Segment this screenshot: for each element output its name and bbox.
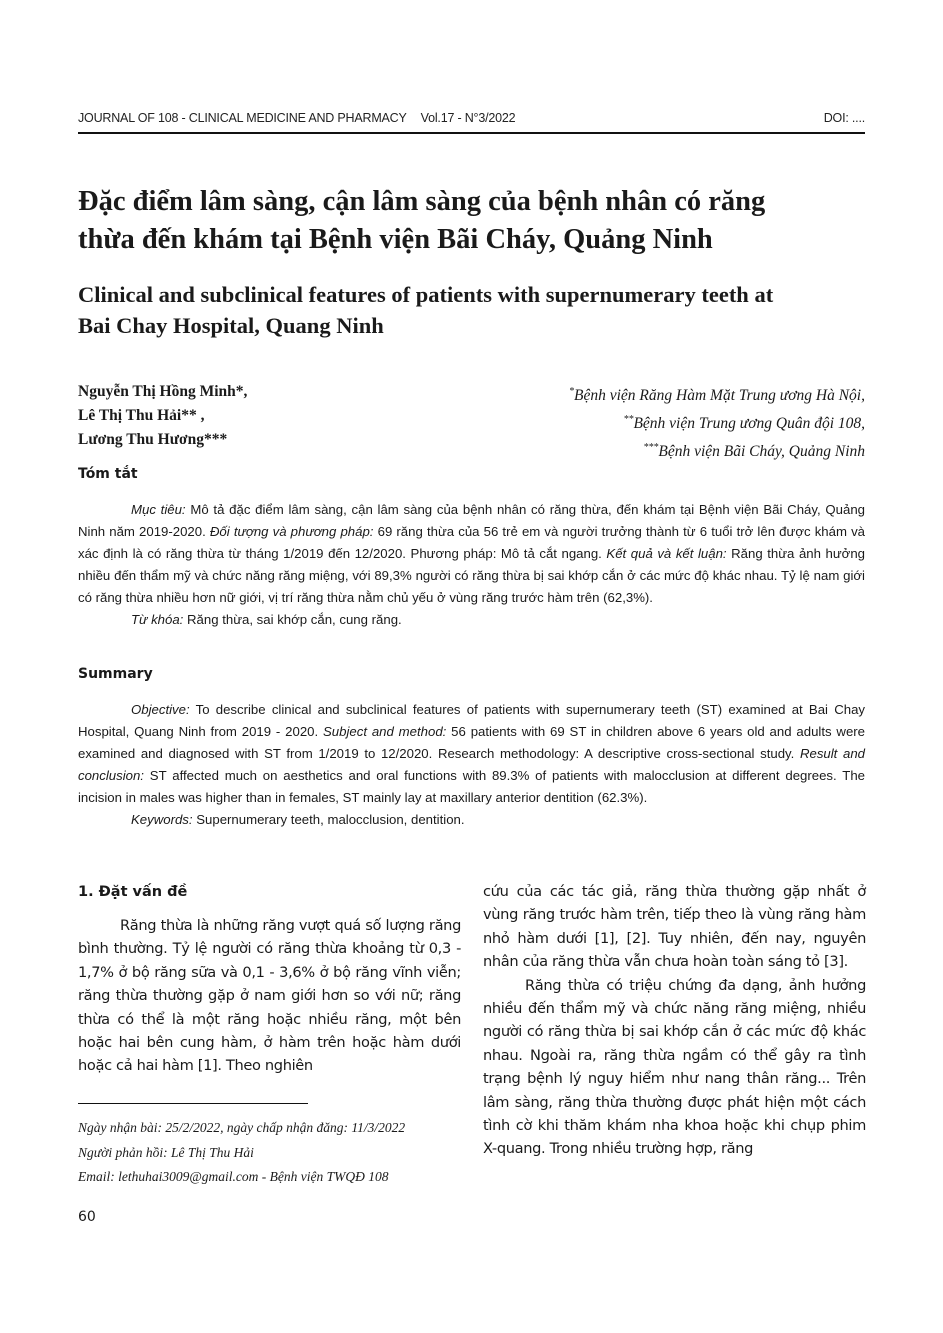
section-heading: 1. Đặt vấn đề bbox=[78, 884, 188, 900]
title-line: Đặc điểm lâm sàng, cận lâm sàng của bệnh nhân có răng bbox=[78, 186, 766, 217]
author: Nguyễn Thị Hồng Minh*, bbox=[78, 383, 248, 400]
running-header bbox=[78, 111, 865, 125]
affiliation: *Bệnh viện Răng Hàm Mặt Trung ương Hà Nội, bbox=[569, 386, 865, 405]
journal-name: JOURNAL OF 108 - CLINICAL MEDICINE AND PHARMACY bbox=[78, 111, 407, 125]
column-right bbox=[483, 880, 866, 1161]
paragraph: cứu của các tác giả, răng thừa thường gặp nhất ở vùng răng trước hàm trên, tiếp theo là vùng răng hàm nhỏ hàm dưới [1], [2]. Tuy nhiên, đến nay, nguyên nhân của răng thừa vẫn chưa hoàn toàn sáng tỏ [3]. bbox=[483, 883, 866, 971]
title-vietnamese bbox=[78, 183, 878, 259]
doi: DOI: .... bbox=[823, 111, 865, 125]
affiliation: ***Bệnh viện Bãi Cháy, Quảng Ninh bbox=[643, 442, 865, 461]
author: Lê Thị Thu Hải** , bbox=[78, 407, 205, 424]
page-number: 60 bbox=[78, 1209, 96, 1225]
footnote-email: Email: lethuhai3009@gmail.com - Bệnh viện TWQĐ 108 bbox=[78, 1169, 389, 1184]
keywords: Keywords: Supernumerary teeth, malocclusion, dentition. bbox=[131, 812, 465, 827]
paragraph: Răng thừa có triệu chứng đa dạng, ảnh hưởng nhiều đến thẩm mỹ và chức năng răng miệng, nhiều người có răng thừa bị sai khớp cắn ở các mức độ khác nhau. Ngoài ra, răng thừa ngầm có thể gây ra tình trạng bệnh lý nguy hiểm như nang thân răng... Trên lâm sàng, răng thừa thường được phát hiện một cách tình cờ khi thăm khám nha khoa hoặc khi chụp phim X-quang. Trong nhiều trường hợp, răng bbox=[483, 976, 866, 1158]
affiliation: **Bệnh viện Trung ương Quân đội 108, bbox=[623, 414, 865, 433]
footnotes bbox=[78, 1116, 405, 1190]
summary-heading: Summary bbox=[78, 666, 153, 682]
abstract-english: Objective: To describe clinical and subclinical features of patients with supernumerary teeth (ST) examined at Bai Chay Hospital, Quang Ninh from 2019 - 2020. Subject and method: 56 patients with 69 ST in children above 6 years old and adults were examined and diagnosed with ST from 1/2019 to 12/2020. Research methodology: A descriptive cross-sectional study. Result and conclusion: ST affected much on aesthetics and oral functions with 89.3% of patients with malocclusion at different degrees. The incision in males was higher than in females, ST mainly lay at maxillary anterior dentition (62.3%). Keywords: Supernumerary teeth, malocclusion, dentition. bbox=[78, 699, 865, 831]
author-list bbox=[78, 380, 247, 452]
abstract-heading: Tóm tắt bbox=[78, 466, 138, 482]
footnote-rule bbox=[78, 1103, 308, 1104]
footnote: Người phản hồi: Lê Thị Thu Hải bbox=[78, 1144, 254, 1160]
author: Lương Thu Hương*** bbox=[78, 431, 228, 448]
title-line: thừa đến khám tại Bệnh viện Bãi Cháy, Quảng Ninh bbox=[78, 224, 713, 255]
header-rule bbox=[78, 132, 865, 134]
column-left bbox=[78, 914, 461, 1078]
title-line: Clinical and subclinical features of patients with supernumerary teeth at bbox=[78, 282, 774, 307]
paragraph: Răng thừa là những răng vượt quá số lượng răng bình thường. Tỷ lệ người có răng thừa khoảng từ 0,3 - 1,7% ở bộ răng sữa và 0,1 - 3,6% ở bộ răng vĩnh viễn; răng thừa thường gặp ở nam giới hơn so với nữ; răng thừa có thể là một răng hoặc nhiều răng, một bên hoặc hai bên cung hàm, ở hàm trên hoặc hàm dưới hoặc cả hai hàm [1]. Theo nghiên bbox=[78, 917, 461, 1075]
affiliation-list bbox=[569, 380, 865, 464]
journal-volume: Vol.17 - N°3/2022 bbox=[420, 111, 516, 125]
footnote: Ngày nhận bài: 25/2/2022, ngày chấp nhận đăng: 11/3/2022 bbox=[78, 1120, 406, 1135]
title-line: Bai Chay Hospital, Quang Ninh bbox=[78, 313, 384, 338]
abstract-vietnamese: Mục tiêu: Mô tả đặc điểm lâm sàng, cận lâm sàng của bệnh nhân có răng thừa, đến khám tại Bệnh viện Bãi Cháy, Quảng Ninh năm 2019-2020. Đối tượng và phương pháp: 69 răng thừa của 56 trẻ em và người trưởng thành từ 6 tuổi trở lên được khám và xác định là có răng thừa từ tháng 1/2019 đến 12/2020. Phương pháp: Mô tả cắt ngang. Kết quả và kết luận: Răng thừa ảnh hưởng nhiều đến thẩm mỹ và chức năng răng miệng, với 89,3% người có răng thừa bị sai khớp cắn ở các mức độ khác nhau. Tỷ lệ nam giới có răng thừa nhiều hơn nữ giới, vị trí răng thừa nằm chủ yếu ở vùng răng trước hàm trên (62,3%). Từ khóa: Răng thừa, sai khớp cắn, cung răng. bbox=[78, 499, 865, 631]
keywords: Từ khóa: Răng thừa, sai khớp cắn, cung răng. bbox=[131, 612, 402, 627]
title-english bbox=[78, 279, 878, 341]
